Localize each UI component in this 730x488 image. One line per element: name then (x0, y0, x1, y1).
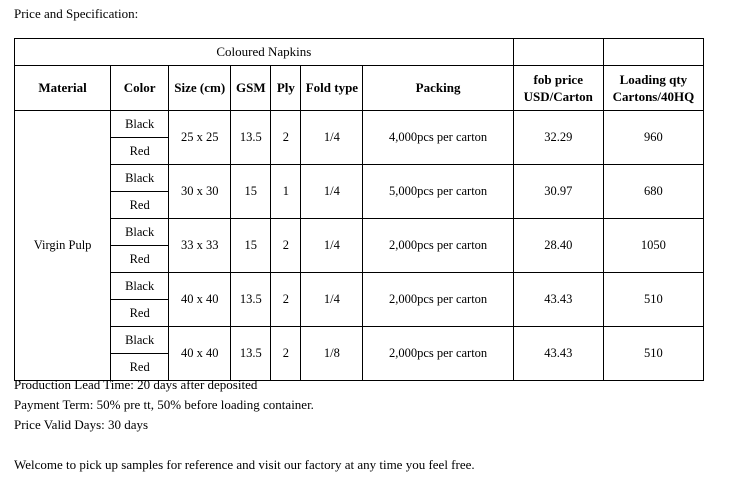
ply-value: 2 (271, 111, 301, 165)
note-price-valid-days: Price Valid Days: 30 days (14, 417, 149, 432)
color-value: Red (111, 192, 169, 219)
price-specification-table (14, 38, 704, 381)
ply-value: 2 (271, 327, 301, 381)
table-row (15, 273, 704, 300)
color-value: Red (111, 246, 169, 273)
size-value: 40 x 40 (169, 273, 231, 327)
header-size: Size (cm) (169, 66, 231, 111)
header-loading-qty-line2: Cartons/40HQ (612, 89, 695, 104)
color-value: Black (111, 165, 169, 192)
fold-type-value: 1/4 (301, 111, 363, 165)
header-fob-price (513, 66, 603, 111)
table-header-row (15, 66, 704, 111)
table-row (15, 327, 704, 354)
size-value: 40 x 40 (169, 327, 231, 381)
ply-value: 2 (271, 273, 301, 327)
color-value: Black (111, 327, 169, 354)
color-value: Black (111, 219, 169, 246)
title-row-blank-fob (513, 39, 603, 66)
table-row (15, 165, 704, 192)
gsm-value: 13.5 (231, 327, 271, 381)
note-payment-term: Payment Term: 50% pre tt, 50% before loading container. (14, 397, 314, 412)
color-value: Red (111, 138, 169, 165)
header-gsm: GSM (231, 66, 271, 111)
header-loading-qty (603, 66, 703, 111)
table-title: Coloured Napkins (15, 39, 514, 66)
loading-qty-value: 510 (603, 273, 703, 327)
gsm-value: 13.5 (231, 273, 271, 327)
packing-value: 4,000pcs per carton (363, 111, 513, 165)
fob-price-value: 32.29 (513, 111, 603, 165)
loading-qty-value: 1050 (603, 219, 703, 273)
fold-type-value: 1/4 (301, 165, 363, 219)
loading-qty-value: 680 (603, 165, 703, 219)
gsm-value: 15 (231, 219, 271, 273)
ply-value: 2 (271, 219, 301, 273)
header-packing: Packing (363, 66, 513, 111)
size-value: 25 x 25 (169, 111, 231, 165)
fob-price-value: 43.43 (513, 327, 603, 381)
size-value: 33 x 33 (169, 219, 231, 273)
fold-type-value: 1/8 (301, 327, 363, 381)
header-fold-type: Fold type (301, 66, 363, 111)
packing-value: 5,000pcs per carton (363, 165, 513, 219)
table-row (15, 111, 704, 138)
size-value: 30 x 30 (169, 165, 231, 219)
color-value: Red (111, 354, 169, 381)
loading-qty-value: 960 (603, 111, 703, 165)
material-value: Virgin Pulp (15, 111, 111, 381)
fold-type-value: 1/4 (301, 219, 363, 273)
header-fob-price-line1: fob price (533, 72, 583, 87)
fob-price-value: 28.40 (513, 219, 603, 273)
header-color: Color (111, 66, 169, 111)
table-title-row (15, 39, 704, 66)
intro-text: Price and Specification: (14, 6, 139, 21)
fold-type-value: 1/4 (301, 273, 363, 327)
title-row-blank-loading (603, 39, 703, 66)
color-value: Black (111, 273, 169, 300)
gsm-value: 13.5 (231, 111, 271, 165)
ply-value: 1 (271, 165, 301, 219)
color-value: Black (111, 111, 169, 138)
table-row (15, 219, 704, 246)
gsm-value: 15 (231, 165, 271, 219)
header-loading-qty-line1: Loading qty (619, 72, 688, 87)
loading-qty-value: 510 (603, 327, 703, 381)
terms-notes (14, 375, 314, 435)
fob-price-value: 43.43 (513, 273, 603, 327)
fob-price-value: 30.97 (513, 165, 603, 219)
packing-value: 2,000pcs per carton (363, 327, 513, 381)
welcome-message: Welcome to pick up samples for reference and visit our factory at any time you feel free. (14, 457, 475, 472)
packing-value: 2,000pcs per carton (363, 219, 513, 273)
color-value: Red (111, 300, 169, 327)
packing-value: 2,000pcs per carton (363, 273, 513, 327)
note-lead-time: Production Lead Time: 20 days after deposited (14, 377, 258, 392)
header-ply: Ply (271, 66, 301, 111)
header-material: Material (15, 66, 111, 111)
header-fob-price-line2: USD/Carton (523, 89, 593, 104)
